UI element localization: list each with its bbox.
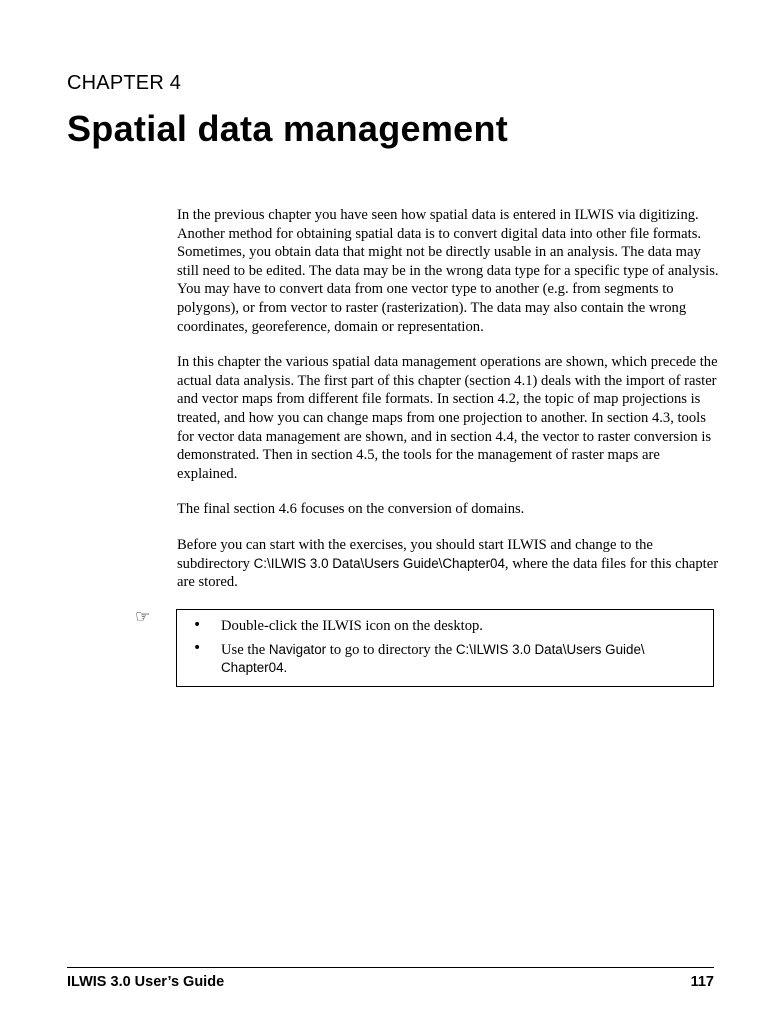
instruction-box [176,609,714,687]
instruction-step-1-text: Double-click the ILWIS icon on the desktop. [221,618,483,634]
instruction-step-2-end: . [283,660,288,675]
footer-book-title: ILWIS 3.0 User’s Guide [67,974,225,990]
paragraph-overview: In this chapter the various spatial data management operations are shown, which precede the actual data analysis. The first part of this chapter (section 4.1) deals with the import of raster and vector maps from different file formats. In section 4.2, the topic of map projections is treated, and how you can change maps from one projection to another. In section 4.3, tools for vector data management are shown, and in section 4.4, the vector to raster conversion is demonstrated. Then in section 4.5, the tools for the management of raster maps are explained. [177,354,718,482]
navigator-term: Navigator [268,642,327,657]
setup-text-end: , where the data files for this chapter are stored. [177,555,719,591]
paragraph-intro: In the previous chapter you have seen how spatial data is entered in ILWIS via digitizing. Another method for obtaining spatial data is to convert digital data into other file formats. Sometimes, you obtain data that might not be directly usable in an analysis. The data may still need to be edited. The data may be in the wrong data type for a specific type of analysis. You may have to convert data from one vector type to another (e.g. from segments to polygons), or from vector to raster (rasterization). The data may also contain the wrong coordinates, georeference, domain or representation. [177,207,719,335]
instruction-step-2 [177,641,713,677]
setup-path: C:\ILWIS 3.0 Data\Users Guide\Chapter04 [253,555,505,571]
instruction-step-2-start: Use the [221,642,269,658]
chapter-label: CHAPTER 4 [67,72,182,94]
instruction-list [177,610,713,677]
pointing-hand-icon: ☞ [135,607,151,627]
footer-page-number: 117 [690,974,714,990]
footer-divider [67,967,714,968]
bullet-icon: • [193,617,202,633]
instruction-path: C:\ILWIS 3.0 Data\Users Guide\ Chapter04 [221,642,645,675]
bullet-icon: • [193,640,202,656]
instruction-step-2-middle: to go to directory the [326,642,456,658]
instruction-step-1 [177,618,713,635]
paragraph-final-section: The final section 4.6 focuses on the conversion of domains. [177,501,525,518]
chapter-title: Spatial data management [67,108,509,149]
paragraph-setup [177,536,722,592]
setup-text-start: Before you can start with the exercises, you should start ILWIS and change to the subdirectory [177,536,653,572]
body-text [177,206,722,609]
